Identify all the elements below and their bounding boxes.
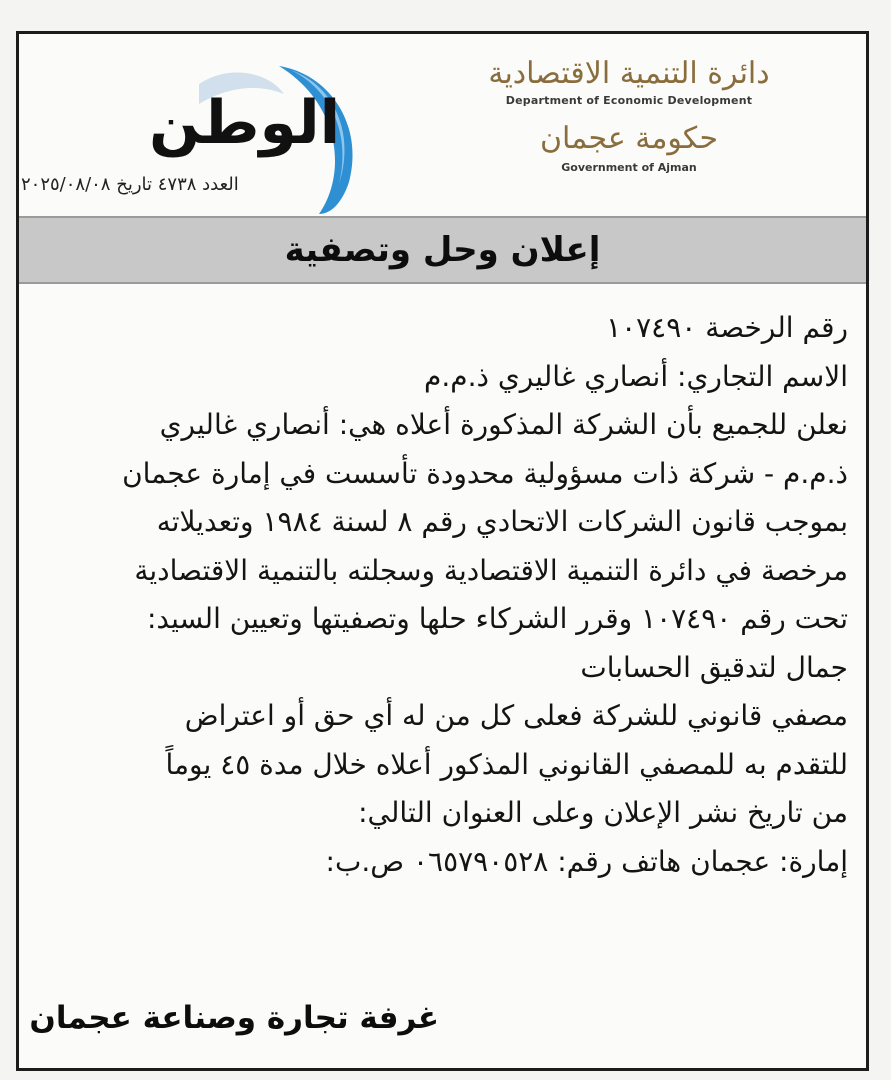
body-line: بموجب قانون الشركات الاتحادي رقم ٨ لسنة ١٩٨٤ وتعديلاته [156, 505, 848, 538]
notice-frame [16, 31, 869, 1071]
body-line: رقم الرخصة ١٠٧٤٩٠ [606, 311, 848, 344]
body-line: ذ.م.م - شركة ذات مسؤولية محدودة تأسست في إمارة عجمان [122, 456, 848, 490]
body-line: تحت رقم ١٠٧٤٩٠ وقرر الشركاء حلها وتصفيتها وتعيين السيد: [147, 602, 848, 635]
ded-logo [479, 46, 779, 221]
newspaper-name: الوطن [149, 88, 341, 158]
issue-date-line: العدد ٤٧٣٨ تاريخ ٢٠٢٥/٠٨/٠٨ [21, 174, 239, 195]
ded-name-english: Department of Economic Development [505, 94, 753, 107]
ded-name-arabic: دائرة التنمية الاقتصادية [488, 56, 770, 91]
notice-body [33, 304, 848, 886]
notice-title-band [19, 216, 866, 284]
body-line: مصفي قانوني للشركة فعلى كل من له أي حق أو اعتراض [184, 699, 848, 732]
body-line: الاسم التجاري: أنصاري غاليري ذ.م.م [424, 359, 848, 393]
government-name-english: Government of Ajman [561, 161, 697, 174]
body-line: جمال لتدقيق الحسابات [580, 650, 848, 684]
body-line: نعلن للجميع بأن الشركة المذكورة أعلاه هي: أنصاري غاليري [159, 408, 848, 441]
notice-signature: غرفة تجارة وصناعة عجمان [29, 1000, 439, 1036]
body-line: مرخصة في دائرة التنمية الاقتصادية وسجلته بالتنمية الاقتصادية [134, 553, 848, 587]
government-name-arabic: حكومة عجمان [539, 121, 719, 156]
body-line: من تاريخ نشر الإعلان وعلى العنوان التالي: [358, 796, 848, 829]
body-line: للتقدم به للمصفي القانوني المذكور أعلاه خلال مدة ٤٥ يوماً [165, 747, 848, 781]
body-line: إمارة: عجمان هاتف رقم: ٠٦٥٧٩٠٥٢٨ ص.ب: [325, 844, 848, 878]
notice-title: إعلان وحل وتصفية [284, 230, 601, 270]
